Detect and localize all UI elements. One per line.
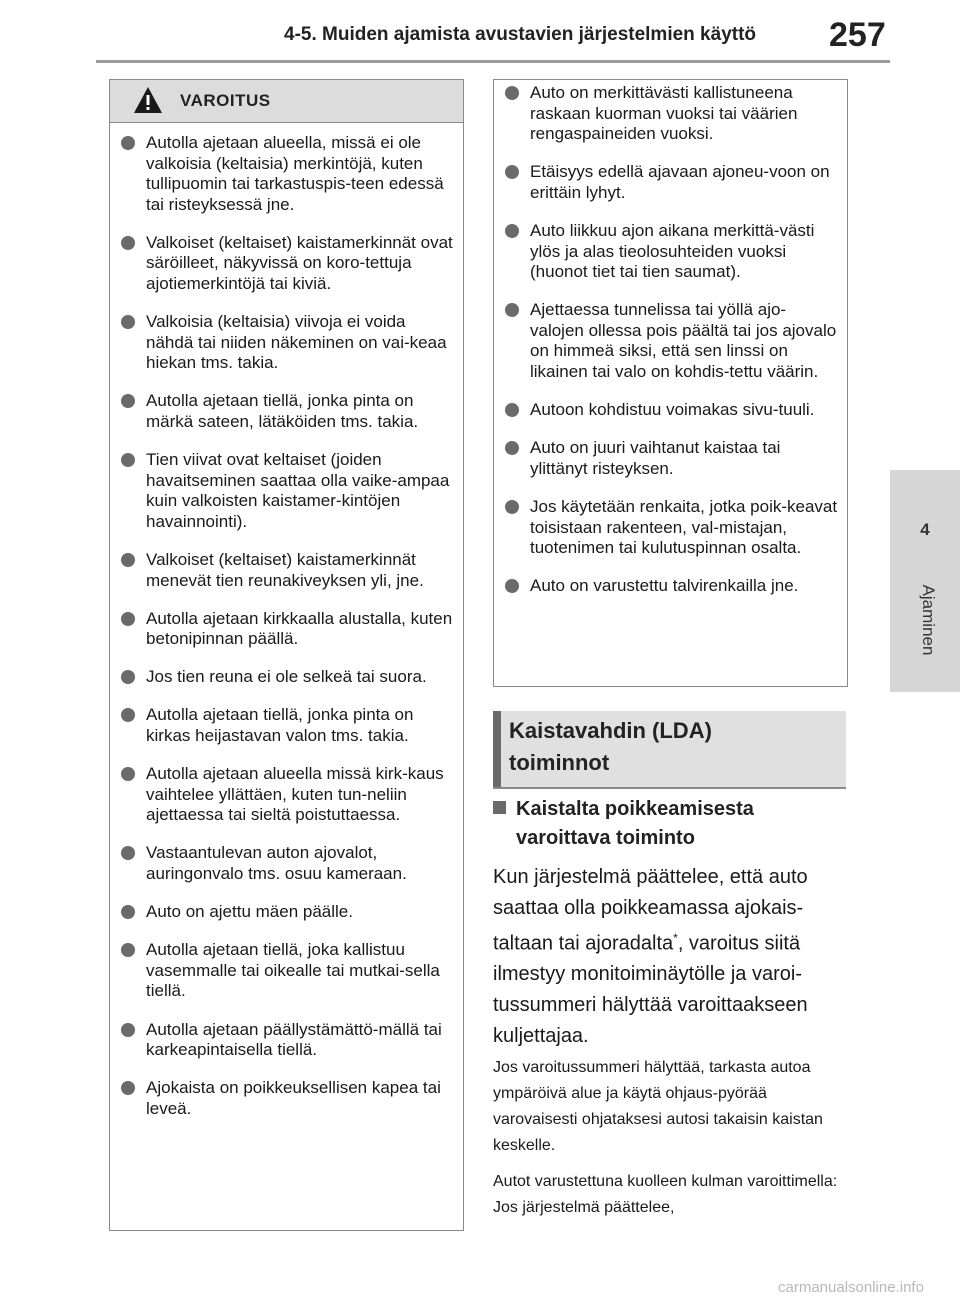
bullet-icon <box>121 612 135 626</box>
bullet-icon <box>121 136 135 150</box>
warning-list-item <box>121 1078 455 1119</box>
warning-header <box>110 80 463 123</box>
warning-item-text: Autolla ajetaan tiellä, jonka pinta on märkä sateen, lätäköiden tms. takia. <box>146 391 419 432</box>
warning-item-text: Jos käytetään renkaita, jotka poik-keavat toisistaan rakenteen, val-mistajan, tuotenimen tai kulutuspinnan osalta. <box>530 496 838 558</box>
bullet-icon <box>505 579 519 593</box>
warning-list-item <box>121 843 455 884</box>
bullet-icon <box>121 1023 135 1037</box>
header-rule <box>96 60 890 63</box>
warning-list-item <box>121 450 455 532</box>
bullet-icon <box>121 905 135 919</box>
warning-list-item <box>505 576 839 597</box>
warning-list-item <box>121 667 455 688</box>
bullet-icon <box>505 500 519 514</box>
running-header: 4-5. Muiden ajamista avustavien järjestelmien käyttö <box>284 24 757 45</box>
warning-item-text: Tien viivat ovat keltaiset (joiden havaitseminen saattaa olla vaike-ampaa kuin valkoisten kaistamer-kintöjen havainnointi). <box>146 450 450 531</box>
bullet-icon <box>121 846 135 860</box>
section-body: Kun järjestelmä päättelee, että auto saattaa olla poikkeamassa ajokais-taltaan tai ajoradalta*, varoitus siitä ilmestyy monitoiminäytölle ja varoi-tussummeri hälyttää varoittaakseen kuljettajaa. <box>493 866 808 1047</box>
warning-item-text: Auto liikkuu ajon aikana merkittä-västi ylös ja alas tieolosuhteiden vuoksi (huonot tiet tai tien saumat). <box>530 220 815 282</box>
section-title: Kaistavahdin (LDA) toiminnot <box>509 718 712 775</box>
bullet-icon <box>121 670 135 684</box>
warning-item-text: Autoon kohdistuu voimakas sivu-tuuli. <box>530 400 815 420</box>
paragraph-blind-spot: Autot varustettuna kuolleen kulman varoittimella: Jos järjestelmä päättelee, <box>493 1173 838 1216</box>
warning-triangle-icon <box>132 85 164 120</box>
warning-item-text: Ajokaista on poikkeuksellisen kapea tai leveä. <box>146 1078 441 1118</box>
warning-item-text: Vastaantulevan auton ajovalot, auringonvalo tms. osuu kameraan. <box>146 843 407 884</box>
warning-item-text: Auto on varustettu talvirenkailla jne. <box>530 576 799 596</box>
bullet-icon <box>505 403 519 417</box>
warning-box-continued <box>493 79 848 687</box>
warning-list-item <box>121 609 455 650</box>
warning-item-text: Jos tien reuna ei ole selkeä tai suora. <box>146 667 427 687</box>
bullet-icon <box>505 224 519 238</box>
bullet-icon <box>505 441 519 455</box>
warning-item-text: Etäisyys edellä ajavaan ajoneu-voon on erittäin lyhyt. <box>530 162 830 202</box>
section-accent-bar <box>493 711 501 787</box>
warning-item-text: Autolla ajetaan päällystämättö-mällä tai karkeapintaisella tiellä. <box>146 1019 442 1060</box>
bullet-icon <box>505 86 519 100</box>
warning-list-item <box>121 902 455 923</box>
warning-box <box>109 79 464 1231</box>
bullet-icon <box>121 553 135 567</box>
chapter-number: 4 <box>920 520 930 539</box>
warning-item-text: Autolla ajetaan kirkkaalla alustalla, kuten betonipinnan päällä. <box>146 608 453 649</box>
warning-item-text: Auto on juuri vaihtanut kaistaa tai ylittänyt risteyksen. <box>530 438 781 478</box>
subheading: Kaistalta poikkeamisesta varoittava toiminto <box>493 795 853 853</box>
warning-list-right <box>494 80 847 597</box>
bullet-icon <box>121 708 135 722</box>
bullet-icon <box>121 767 135 781</box>
warning-list-item <box>121 233 455 295</box>
warning-item-text: Autolla ajetaan tiellä, joka kallistuu vasemmalle tai oikealle tai mutkai-sella tiellä. <box>146 940 440 1001</box>
footnote-marker: * <box>673 931 678 946</box>
chapter-tab <box>890 470 960 692</box>
warning-list-item <box>121 940 455 1002</box>
bullet-icon <box>121 943 135 957</box>
warning-item-text: Valkoisia (keltaisia) viivoja ei voida nähdä tai niiden näkeminen on vai-keaa hiekan tms. takia. <box>146 312 447 373</box>
square-bullet-icon <box>493 801 506 814</box>
bullet-icon <box>121 394 135 408</box>
warning-list-item <box>121 391 455 432</box>
warning-list-left <box>110 123 463 1119</box>
warning-list-item <box>505 300 839 382</box>
warning-list-item <box>121 133 455 215</box>
warning-list-item <box>505 400 839 421</box>
warning-list-item <box>121 312 455 374</box>
warning-list-item <box>121 550 455 591</box>
paragraph-buzzer: Jos varoitussummeri hälyttää, tarkasta autoa ympäröivä alue ja käytä ohjaus-pyörää varovaisesti ohjataksesi autosi takaisin kaistan keskelle. <box>493 1059 823 1154</box>
page-number: 257 <box>829 16 886 54</box>
warning-title: VAROITUS <box>180 91 271 110</box>
warning-list-item <box>505 497 839 559</box>
section-header <box>493 711 846 789</box>
watermark: carmanualsonline.info <box>778 1279 924 1296</box>
warning-list-item <box>505 438 839 479</box>
warning-list-item <box>121 705 455 746</box>
bullet-icon <box>121 315 135 329</box>
warning-item-text: Auto on merkittävästi kallistuneena raskaan kuorman vuoksi tai väärien rengaspaineiden vuoksi. <box>530 83 798 144</box>
warning-item-text: Valkoiset (keltaiset) kaistamerkinnät menevät tien reunakiveyksen yli, jne. <box>146 550 424 590</box>
bullet-icon <box>121 236 135 250</box>
warning-item-text: Ajettaessa tunnelissa tai yöllä ajo-valojen ollessa pois päältä tai jos ajovalo on himmeä siksi, että sen linssi on likainen tai valo on kohdis-tettu väärin. <box>530 300 837 382</box>
warning-item-text: Autolla ajetaan tiellä, jonka pinta on kirkas heijastavan valon tms. takia. <box>146 705 414 746</box>
warning-item-text: Auto on ajettu mäen päälle. <box>146 902 353 922</box>
bullet-icon <box>505 303 519 317</box>
warning-item-text: Autolla ajetaan alueella, missä ei ole valkoisia (keltaisia) merkintöjä, kuten tullipuomin tai tarkastuspis-teen edessä tai risteyksessä jne. <box>146 133 444 214</box>
bullet-icon <box>121 453 135 467</box>
warning-list-item <box>121 1020 455 1061</box>
warning-item-text: Valkoiset (keltaiset) kaistamerkinnät ovat säröilleet, näkyvissä on koro-tettuja ajotiemerkintöjä tai kiviä. <box>146 232 453 294</box>
warning-item-text: Autolla ajetaan alueella missä kirk-kaus vaihtelee yllättäen, kuten tun-neliin ajettaessa tai sieltä poistuttaessa. <box>146 764 444 825</box>
warning-list-item <box>505 162 839 203</box>
chapter-label: Ajaminen <box>919 584 938 656</box>
warning-list-item <box>505 221 839 283</box>
bullet-icon <box>121 1081 135 1095</box>
warning-list-item <box>505 83 839 145</box>
warning-list-item <box>121 764 455 826</box>
bullet-icon <box>505 165 519 179</box>
